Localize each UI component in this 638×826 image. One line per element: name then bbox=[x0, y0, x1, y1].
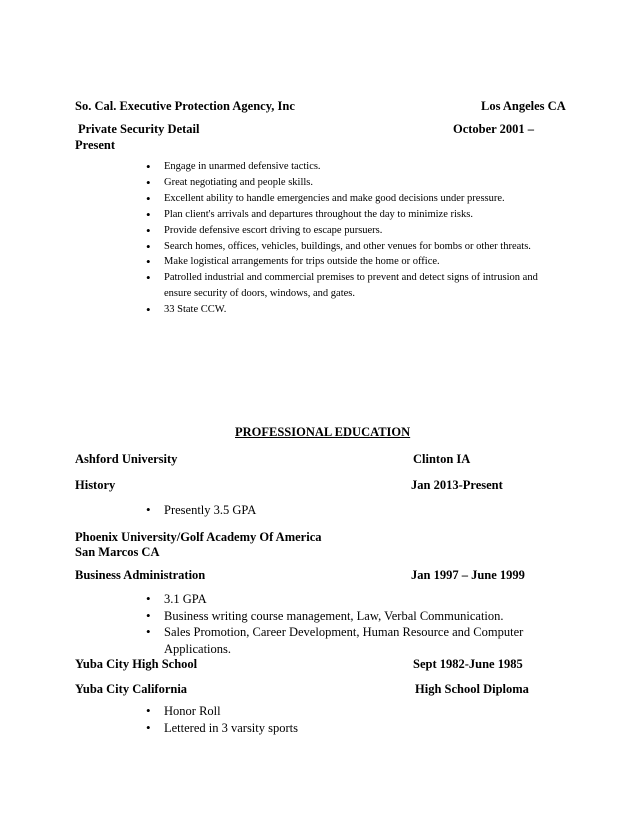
list-item: • Presently 3.5 GPA bbox=[148, 502, 256, 519]
job-dates: October 2001 – bbox=[453, 122, 535, 136]
list-item: • Engage in unarmed defensive tactics. bbox=[148, 159, 538, 175]
list-item: • Make logistical arrangements for trips outside the home or office. bbox=[148, 254, 538, 270]
study-dates: Jan 2013-Present bbox=[411, 478, 503, 492]
study-dates: Sept 1982-June 1985 bbox=[413, 657, 523, 671]
list-item: • Search homes, offices, vehicles, buildings, and other venues for bombs or other threats. bbox=[148, 239, 538, 255]
job-title: Private Security Detail bbox=[78, 122, 200, 136]
list-item: • Patrolled industrial and commercial premises to prevent and detect signs of intrusion and bbox=[148, 270, 538, 286]
field-of-study: Business Administration bbox=[75, 568, 206, 582]
school-name: Phoenix University/Golf Academy Of America bbox=[75, 530, 322, 544]
list-item: • Business writing course management, Law, Verbal Communication. bbox=[148, 608, 523, 625]
list-item: • Great negotiating and people skills. bbox=[148, 175, 538, 191]
education-heading: PROFESSIONAL EDUCATION bbox=[235, 425, 411, 439]
field-of-study: History bbox=[75, 478, 116, 492]
study-dates: Jan 1997 – June 1999 bbox=[411, 568, 525, 582]
list-item: • Excellent ability to handle emergencies and make good decisions under pressure. bbox=[148, 191, 538, 207]
company-location: Los Angeles CA bbox=[481, 99, 566, 113]
list-item-continuation: ensure security of doors, windows, and gates. bbox=[164, 288, 355, 300]
list-item: • Provide defensive escort driving to escape pursuers. bbox=[148, 223, 538, 239]
school-name: Yuba City High School bbox=[75, 657, 198, 671]
list-item: • Sales Promotion, Career Development, Human Resource and Computer bbox=[148, 624, 523, 641]
list-item-continuation: Applications. bbox=[164, 641, 232, 656]
school-location: Yuba City California bbox=[75, 682, 188, 696]
company-name: So. Cal. Executive Protection Agency, Inc bbox=[75, 99, 295, 113]
phoenix-details-list bbox=[148, 591, 523, 657]
school-location: San Marcos CA bbox=[75, 545, 160, 559]
list-item: • 3.1 GPA bbox=[148, 591, 523, 608]
list-item: • Plan client's arrivals and departures throughout the day to minimize risks. bbox=[148, 207, 538, 223]
list-item: • Honor Roll bbox=[148, 703, 298, 720]
job-dates-continued: Present bbox=[75, 138, 116, 152]
school-location: Clinton IA bbox=[413, 452, 471, 466]
diploma: High School Diploma bbox=[415, 682, 529, 696]
list-item: • Lettered in 3 varsity sports bbox=[148, 720, 298, 737]
yuba-details-list bbox=[148, 703, 298, 736]
school-name: Ashford University bbox=[75, 452, 178, 466]
job-duties-list bbox=[148, 159, 538, 318]
list-item: • 33 State CCW. bbox=[148, 302, 538, 318]
ashford-details-list bbox=[148, 502, 256, 519]
